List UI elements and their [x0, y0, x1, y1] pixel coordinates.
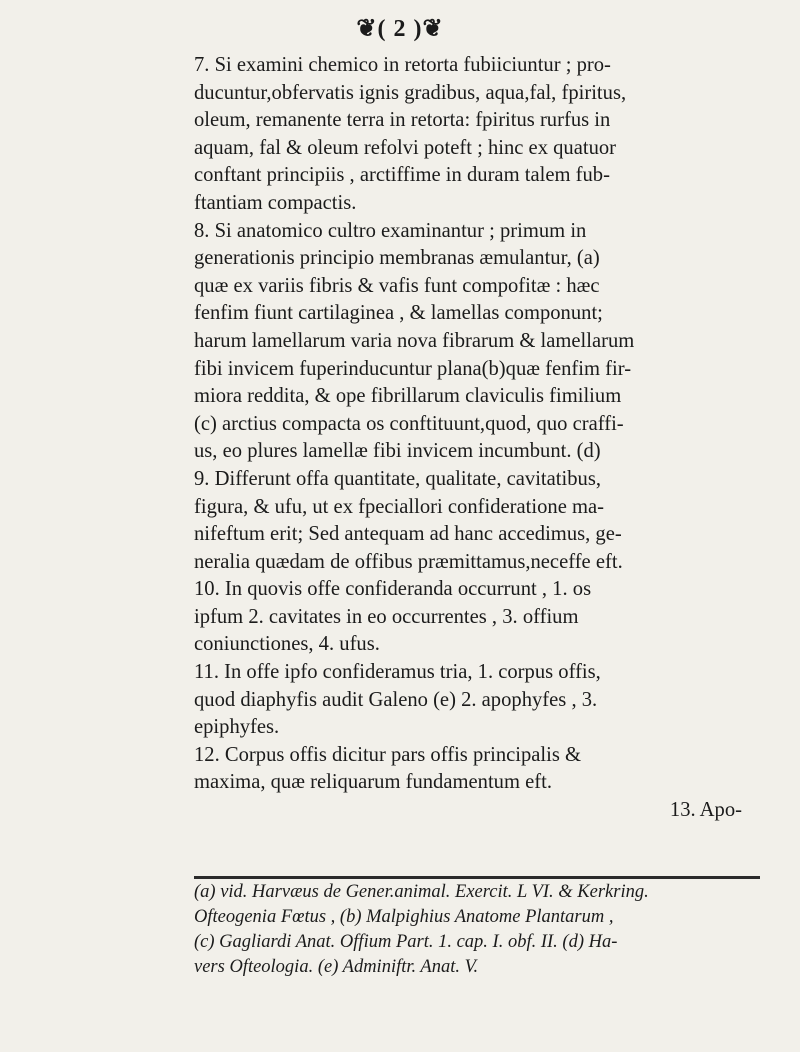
- footnote-line: vers Ofteologia. (e) Adminiftr. Anat. V.: [194, 957, 479, 977]
- footnotes: [194, 880, 768, 980]
- text-line: ipfum 2. cavitates in eo occurrentes , 3. offium: [194, 605, 579, 628]
- text-line: harum lamellarum varia nova fibrarum & lamellarum: [194, 329, 635, 352]
- text-line: 7. Si examini chemico in retorta fubiiciuntur ; pro-: [194, 54, 611, 76]
- text-line: miora reddita, & ope fibrillarum claviculis fimilium: [194, 385, 622, 408]
- text-line: oleum, remanente terra in retorta: fpiritus rurfus in: [194, 109, 611, 132]
- text-line: fenfim fiunt cartilaginea , & lamellas componunt;: [194, 302, 603, 325]
- text-line: maxima, quæ reliquarum fundamentum eft.: [194, 771, 553, 794]
- footnote-line: (c) Gagliardi Anat. Offium Part. 1. cap. I. obf. II. (d) Ha-: [194, 932, 618, 952]
- text-line: quod diaphyfis audit Galeno (e) 2. apophyfes , 3.: [194, 688, 598, 711]
- text-line: us, eo plures lamellæ fibi invicem incumbunt. (d): [194, 440, 601, 463]
- text-line: quæ ex variis fibris & vafis funt compofitæ : hæc: [194, 274, 600, 297]
- text-line: 11. In offe ipfo confideramus tria, 1. corpus offis,: [194, 661, 601, 684]
- catchword: 13. Apo-: [669, 799, 742, 822]
- text-line: epiphyfes.: [194, 716, 280, 739]
- text-line: generationis principio membranas æmulantur, (a): [194, 247, 600, 270]
- text-line: ducuntur,obfervatis ignis gradibus, aqua,fal, fpiritus,: [194, 81, 627, 104]
- text-line: neralia quædam de offibus præmittamus,neceffe eft.: [194, 550, 623, 573]
- text-line: figura, & ufu, ut ex fpeciallori confideratione ma-: [194, 495, 604, 518]
- text-line: coniunctiones, 4. ufus.: [194, 633, 380, 656]
- page-header: ❦( 2 )❦: [356, 16, 444, 42]
- text-line: conftant principiis , arctiffime in duram talem fub-: [194, 164, 610, 187]
- footnote-line: (a) vid. Harvæus de Gener.animal. Exercit. L VI. & Kerkring.: [194, 882, 649, 902]
- text-line: (c) arctius compacta os conftituunt,quod, quo craffi-: [194, 412, 624, 435]
- text-line: ftantiam compactis.: [194, 191, 357, 214]
- text-line: 8. Si anatomico cultro examinantur ; primum in: [194, 219, 587, 242]
- text-line: 12. Corpus offis dicitur pars offis principalis &: [194, 743, 582, 766]
- body-text: [194, 52, 768, 825]
- text-line: fibi invicem fuperinducuntur plana(b)quæ fenfim fir-: [194, 357, 632, 380]
- text-line: aquam, fal & oleum refolvi poteft ; hinc ex quatuor: [194, 136, 617, 159]
- footnote-rule: [194, 876, 760, 879]
- text-line: 10. In quovis offe confideranda occurrunt , 1. os: [194, 578, 592, 601]
- footnote-line: Ofteogenia Fœtus , (b) Malpighius Anatome Plantarum ,: [194, 907, 614, 927]
- text-line: nifeftum erit; Sed antequam ad hanc accedimus, ge-: [194, 523, 622, 546]
- text-line: 9. Differunt offa quantitate, qualitate, cavitatibus,: [194, 467, 601, 490]
